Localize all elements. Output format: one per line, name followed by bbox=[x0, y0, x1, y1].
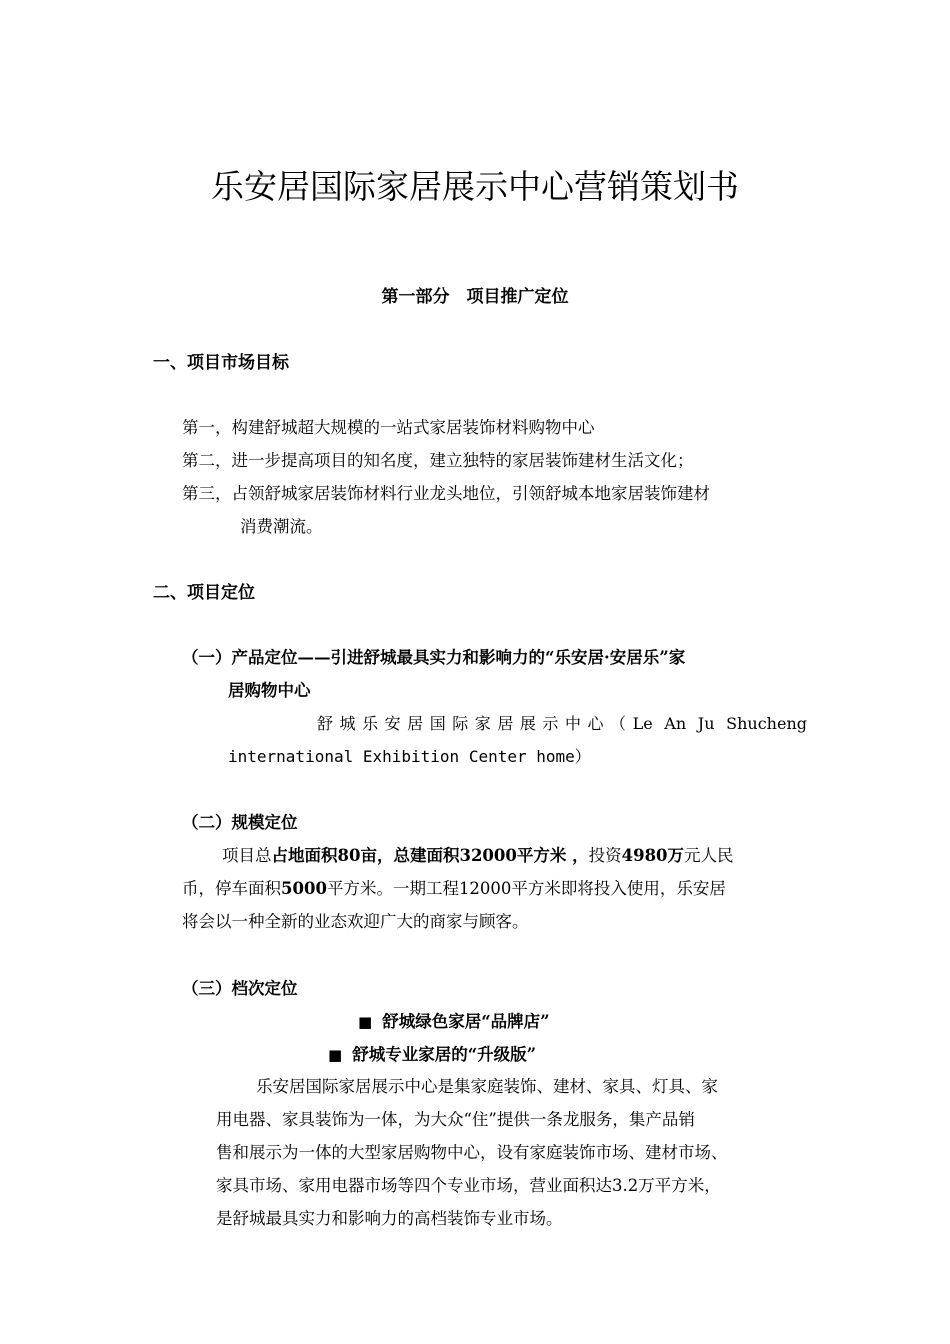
goal-item-1: 第一，构建舒城超大规模的一站式家居装饰材料购物中心 bbox=[182, 418, 595, 437]
scale-area: 占地面积80亩，总建面积32000平方米 ， bbox=[271, 846, 589, 865]
grade-bullet-1 bbox=[358, 1014, 550, 1031]
scale-invest-label: 投资 bbox=[588, 846, 622, 865]
grade-para-line5: 是舒城最具实力和影响力的高档装饰专业市场。 bbox=[216, 1209, 563, 1228]
grade-para-line1: 乐安居国际家居展示中心是集家庭装饰、建材、家具、灯具、家 bbox=[256, 1077, 718, 1096]
part-heading: 第一部分 项目推广定位 bbox=[381, 287, 569, 307]
section1-heading: 一、项目市场目标 bbox=[153, 353, 289, 373]
scale-invest-value: 4980万 bbox=[621, 846, 685, 865]
grade-bullet-2 bbox=[328, 1047, 536, 1064]
grade-heading: （三）档次定位 bbox=[182, 979, 298, 998]
product-heading-line2: 居购物中心 bbox=[228, 681, 311, 700]
product-name-line2: international Exhibition Center home） bbox=[228, 747, 591, 766]
product-name-text: 舒城乐安居国际家居展示中心（Le An Ju Shucheng bbox=[317, 714, 807, 733]
scale-heading: （二）规模定位 bbox=[182, 813, 298, 832]
bullet-square-icon: ■ bbox=[328, 1046, 343, 1064]
scale-line2 bbox=[182, 881, 726, 898]
grade-bullet-1-text: 舒城绿色家居“品牌店” bbox=[382, 1012, 550, 1031]
scale-line3: 将会以一种全新的业态欢迎广大的商家与顾客。 bbox=[182, 912, 529, 931]
document-title: 乐安居国际家居展示中心营销策划书 bbox=[211, 167, 739, 206]
bullet-square-icon: ■ bbox=[358, 1013, 373, 1031]
goal-item-3: 第三，占领舒城家居装饰材料行业龙头地位，引领舒城本地家居装饰建材 bbox=[182, 484, 710, 503]
grade-para-line2: 用电器、家具装饰为一体，为大众“住”提供一条龙服务，集产品销 bbox=[216, 1110, 695, 1129]
product-name-line1 bbox=[317, 716, 807, 732]
scale-currency: 元人民 bbox=[684, 846, 734, 865]
scale-line1 bbox=[222, 848, 734, 865]
section2-heading: 二、项目定位 bbox=[153, 583, 255, 603]
scale-text: 项目总 bbox=[222, 846, 272, 865]
goal-item-3-cont: 消费潮流。 bbox=[240, 517, 323, 536]
product-heading-line1: （一）产品定位——引进舒城最具实力和影响力的“乐安居·安居乐”家 bbox=[182, 648, 686, 667]
goal-item-2: 第二，进一步提高项目的知名度，建立独特的家居装饰建材生活文化； bbox=[182, 451, 694, 470]
grade-para-line4: 家具市场、家用电器市场等四个专业市场，营业面积达3.2万平方米， bbox=[216, 1176, 721, 1195]
scale-parking-value: 5000 bbox=[281, 879, 327, 898]
grade-bullet-2-text: 舒城专业家居的“升级版” bbox=[352, 1045, 537, 1064]
scale-parking-label: 币，停车面积 bbox=[182, 879, 281, 898]
grade-para-line3: 售和展示为一体的大型家居购物中心，设有家庭装饰市场、建材市场、 bbox=[216, 1143, 728, 1162]
scale-phase1: 平方米。一期工程12000平方米即将投入使用，乐安居 bbox=[326, 879, 726, 898]
